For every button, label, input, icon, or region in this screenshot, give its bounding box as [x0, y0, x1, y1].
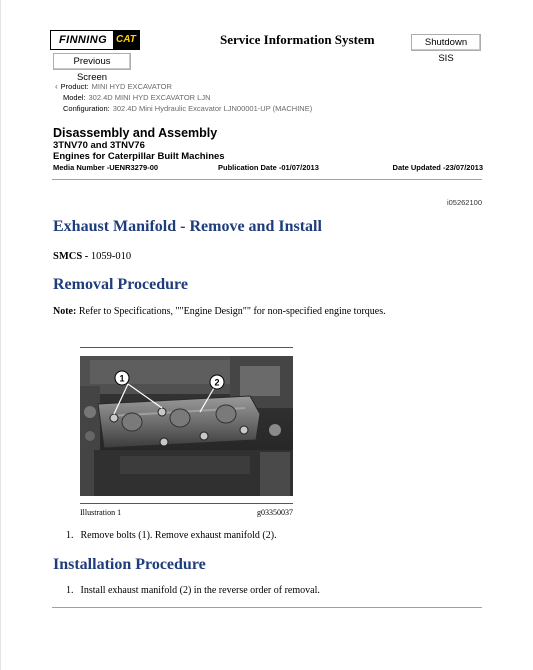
smcs-value: 1059-010	[90, 251, 132, 262]
removal-step-1	[66, 530, 277, 541]
logo-text: FINNING	[59, 34, 108, 46]
note-paragraph	[53, 306, 386, 317]
document-header	[53, 126, 483, 175]
document-subtitle-machines: Engines for Caterpillar Built Machines	[53, 151, 225, 162]
media-number: Media Number -UENR3279-00	[53, 163, 159, 172]
document-id: i05262100	[446, 198, 482, 207]
chevron-left-icon[interactable]: ‹	[55, 82, 58, 91]
install-step-number: 1.	[66, 585, 74, 596]
callout-2-label: 2	[214, 377, 220, 388]
configuration-row	[55, 103, 312, 114]
illustration-label: Illustration 1	[80, 508, 122, 517]
illustration-top-rule	[80, 347, 293, 348]
document-meta-row	[53, 163, 483, 175]
illustration-bottom-rule	[80, 503, 293, 504]
illustration-id: g03350037	[257, 508, 293, 517]
install-step-text: Install exhaust manifold (2) in the reverse order of removal.	[80, 585, 320, 596]
install-step-1	[66, 585, 320, 596]
document-title: Disassembly and Assembly	[53, 126, 218, 140]
product-row	[55, 81, 312, 92]
smcs-code	[53, 251, 131, 262]
product-key: Product:	[60, 82, 89, 91]
shutdown-sis-button[interactable]: Shutdown SIS	[411, 34, 481, 51]
removal-step-number: 1.	[66, 530, 74, 541]
date-updated: Date Updated -23/07/2013	[392, 163, 483, 172]
smcs-label: SMCS -	[53, 251, 89, 262]
note-text[interactable]: Refer to Specifications, ""Engine Design"" for non-specified engine torques.	[78, 306, 386, 317]
configuration-key: Configuration:	[63, 104, 110, 113]
model-value[interactable]: 302.4D MINI HYD EXCAVATOR LJN	[88, 93, 211, 102]
finning-cat-logo	[50, 30, 140, 50]
app-title: Service Information System	[220, 32, 375, 47]
note-label: Note:	[53, 306, 77, 317]
product-value[interactable]: MINI HYD EXCAVATOR	[91, 82, 172, 91]
footer-divider	[52, 607, 482, 608]
installation-heading: Installation Procedure	[53, 556, 206, 573]
callout-1-label: 1	[119, 373, 125, 384]
cat-logo-mark: CAT	[113, 31, 139, 49]
removal-step-text: Remove bolts (1). Remove exhaust manifold (2).	[80, 530, 277, 541]
model-key: Model:	[63, 93, 86, 102]
document-subtitle-engine: 3TNV70 and 3TNV76	[53, 140, 145, 151]
previous-screen-button[interactable]: Previous Screen	[53, 53, 131, 70]
configuration-value[interactable]: 302.4D Mini Hydraulic Excavator LJN00001-UP (MACHINE)	[112, 104, 313, 113]
model-row	[55, 92, 312, 103]
article-heading: Exhaust Manifold - Remove and Install	[53, 218, 322, 235]
removal-heading: Removal Procedure	[53, 276, 188, 293]
publication-date: Publication Date -01/07/2013	[218, 163, 319, 172]
header-divider	[52, 179, 482, 180]
exhaust-manifold-illustration	[80, 356, 293, 496]
engine-photo	[80, 356, 293, 496]
product-breadcrumb	[55, 81, 312, 114]
